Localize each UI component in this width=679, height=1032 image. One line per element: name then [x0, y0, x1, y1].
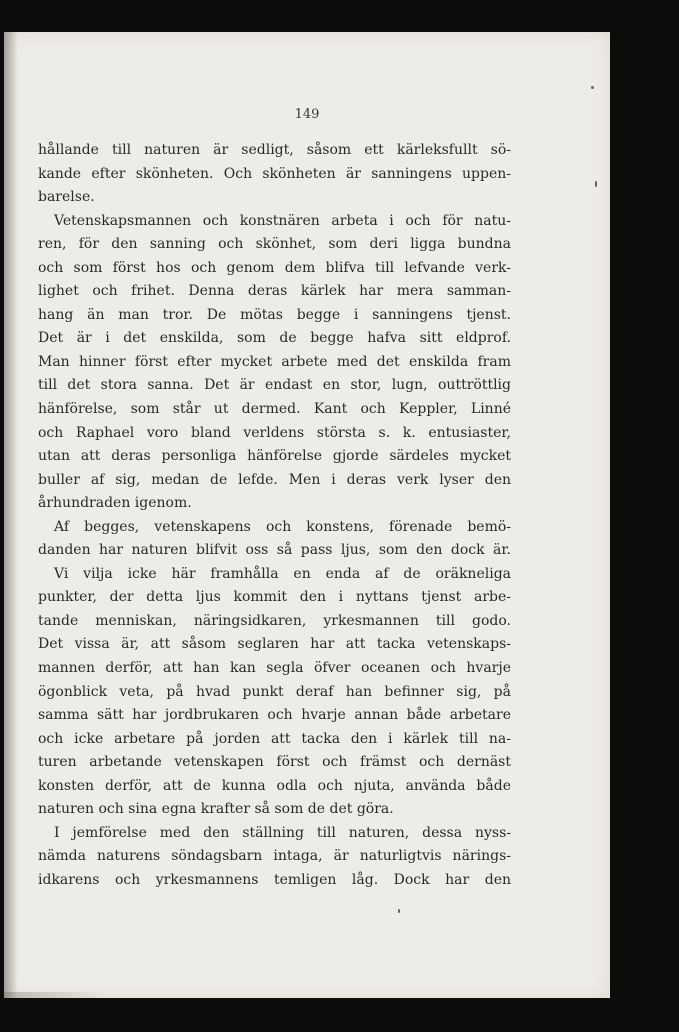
text-line: samma sätt har jordbrukaren och hvarje annan både arbetare [38, 707, 511, 724]
paper-sheet [4, 32, 610, 998]
text-line: turen arbetande vetenskapen först och främst och dernäst [38, 754, 511, 771]
text-line: hållande till naturen är sedligt, såsom ett kärleksfullt sö- [38, 142, 511, 158]
ink-speck [595, 181, 597, 187]
text-line: buller af sig, medan de lefde. Men i deras verk lyser den [38, 471, 511, 488]
paper-edge-stain [4, 992, 104, 998]
ink-speck [591, 86, 594, 89]
text-line: Man hinner först efter mycket arbete med det enskilda fram [38, 353, 511, 370]
text-line: århundraden igenom. [38, 495, 192, 512]
text-line: I jemförelse med den ställning till naturen, dessa nyss- [54, 824, 511, 841]
text-line: hänförelse, som står ut dermed. Kant och Keppler, Linné [38, 401, 511, 418]
text-line: hang än man tror. De mötas begge i sanningens tjenst. [38, 306, 511, 323]
text-line: kande efter skönheten. Och skönheten är sanningens uppen- [38, 165, 511, 182]
text-line: punkter, der detta ljus kommit den i nyttans tjenst arbe- [38, 589, 511, 606]
text-line: danden har naturen blifvit oss så pass ljus, som den dock är. [38, 542, 511, 559]
text-line: ren, för den sanning och skönhet, som deri ligga bundna [38, 236, 511, 253]
text-line: barelse. [38, 189, 95, 206]
body-text [38, 139, 511, 893]
text-line: Vi vilja icke här framhålla en enda af de oräkneliga [54, 565, 511, 582]
text-line: mannen derför, att han kan segla öfver oceanen och hvarje [38, 660, 511, 677]
text-line: konsten derför, att de kunna odla och njuta, använda både [38, 777, 511, 794]
text-line: och som först hos och genom dem blifva till lefvande verk- [38, 259, 511, 276]
text-line: ögonblick veta, på hvad punkt deraf han befinner sig, på [38, 683, 511, 700]
text-line: nämda naturens söndagsbarn intaga, är naturligtvis närings- [38, 848, 511, 865]
binding-shadow [4, 32, 18, 998]
text-line: Vetenskapsmannen och konstnären arbeta i och för natu- [54, 212, 511, 229]
text-line: och icke arbetare på jorden att tacka den i kärlek till na- [38, 730, 511, 747]
text-line: till det stora sanna. Det är endast en stor, lugn, outtröttlig [38, 377, 511, 394]
text-line: tande menniskan, näringsidkaren, yrkesmannen till godo. [38, 612, 511, 629]
text-line: utan att deras personliga hänförelse gjorde särdeles mycket [38, 448, 511, 465]
text-line: Det vissa är, att såsom seglaren har att tacka vetenskaps- [38, 636, 511, 653]
text-line: idkarens och yrkesmannens temligen låg. Dock har den [38, 871, 511, 888]
page-number: 149 [294, 107, 320, 122]
text-line: Det är i det enskilda, som de begge hafva sitt eldprof. [38, 330, 511, 347]
ink-speck [398, 909, 400, 913]
text-line: lighet och frihet. Denna deras kärlek har mera samman- [38, 283, 511, 300]
text-line: Af begges, vetenskapens och konstens, förenade bemö- [54, 518, 511, 535]
text-line: och Raphael voro bland verldens största s. k. entusiaster, [38, 424, 511, 441]
text-line: naturen och sina egna krafter så som de det göra. [38, 801, 394, 818]
